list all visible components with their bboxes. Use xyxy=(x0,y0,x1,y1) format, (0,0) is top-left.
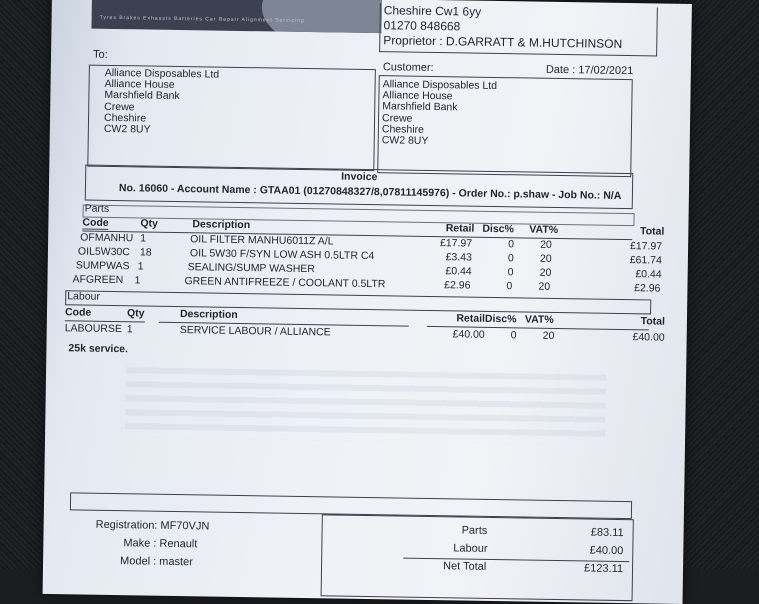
table-row: OFMANHU 1 OIL FILTER MANHU6011Z A/L £17.97 0 20 £17.97 xyxy=(80,231,663,253)
customer-label: Customer: xyxy=(382,61,434,75)
customer-address: Alliance Disposables Ltd Alliance House Marshfield Bank Crewe Cheshire CW2 8UY xyxy=(381,78,498,147)
labour-label: Labour xyxy=(67,290,101,303)
totals-labour-value: £40.00 xyxy=(589,544,624,558)
logo-nav-text: Tyres Brakes Exhausts Batteries Car Repair Alignment Servicing xyxy=(99,14,305,24)
totals-net-label: Net Total xyxy=(442,560,487,573)
totals-parts-label: Parts xyxy=(461,524,488,537)
parts-label: Parts xyxy=(84,202,110,215)
proprietor: Proprietor : D.GARRATT & M.HUTCHINSON xyxy=(383,33,623,51)
vehicle-make: Make : Renault xyxy=(123,537,198,551)
labour-header-row: Code Qty Description Retail Disc% VAT% Total xyxy=(64,306,666,328)
invoice-title: Invoice xyxy=(341,170,378,184)
labour-note: 25k service. xyxy=(68,342,129,356)
parts-header-row: Code Qty Description Retail Disc% VAT% Total xyxy=(82,216,665,238)
company-phone: 01270 848668 xyxy=(383,18,461,34)
totals-net-value: £123.11 xyxy=(583,562,624,576)
totals-parts-value: £83.11 xyxy=(590,526,624,540)
invoice-date: Date : 17/02/2021 xyxy=(545,63,634,78)
invoice-details: No. 16060 - Account Name : GTAA01 (01270848327/8,07811145976) - Order No.: p.shaw - Job No.: N/A xyxy=(118,182,622,202)
totals-labour-label: Labour xyxy=(453,542,488,555)
vehicle-model: Model : master xyxy=(120,555,193,569)
table-row: OIL5W30C 18 OIL 5W30 F/SYN LOW ASH 0.5LTR C4 £3.43 0 20 £61.74 xyxy=(77,245,662,267)
company-logo xyxy=(91,0,381,33)
table-row: AFGREEN 1 GREEN ANTIFREEZE / COOLANT 0.5LTR £2.96 0 20 £2.96 xyxy=(72,273,661,295)
table-row: LABOURSE 1 SERVICE LABOUR / ALLIANCE £40.00 0 20 £40.00 xyxy=(64,322,665,344)
to-label: To: xyxy=(92,48,108,61)
show-through-shading xyxy=(125,367,606,445)
vehicle-registration: Registration: MF70VJN xyxy=(95,518,210,533)
company-address: Cheshire Cw1 6yy xyxy=(383,3,482,19)
invoice-paper xyxy=(43,0,692,604)
table-row: SUMPWAS 1 SEALING/SUMP WASHER £0.44 0 20 £0.44 xyxy=(75,259,662,281)
to-address: Alliance Disposables Ltd Alliance House Marshfield Bank Crewe Cheshire CW2 8UY xyxy=(103,66,220,136)
